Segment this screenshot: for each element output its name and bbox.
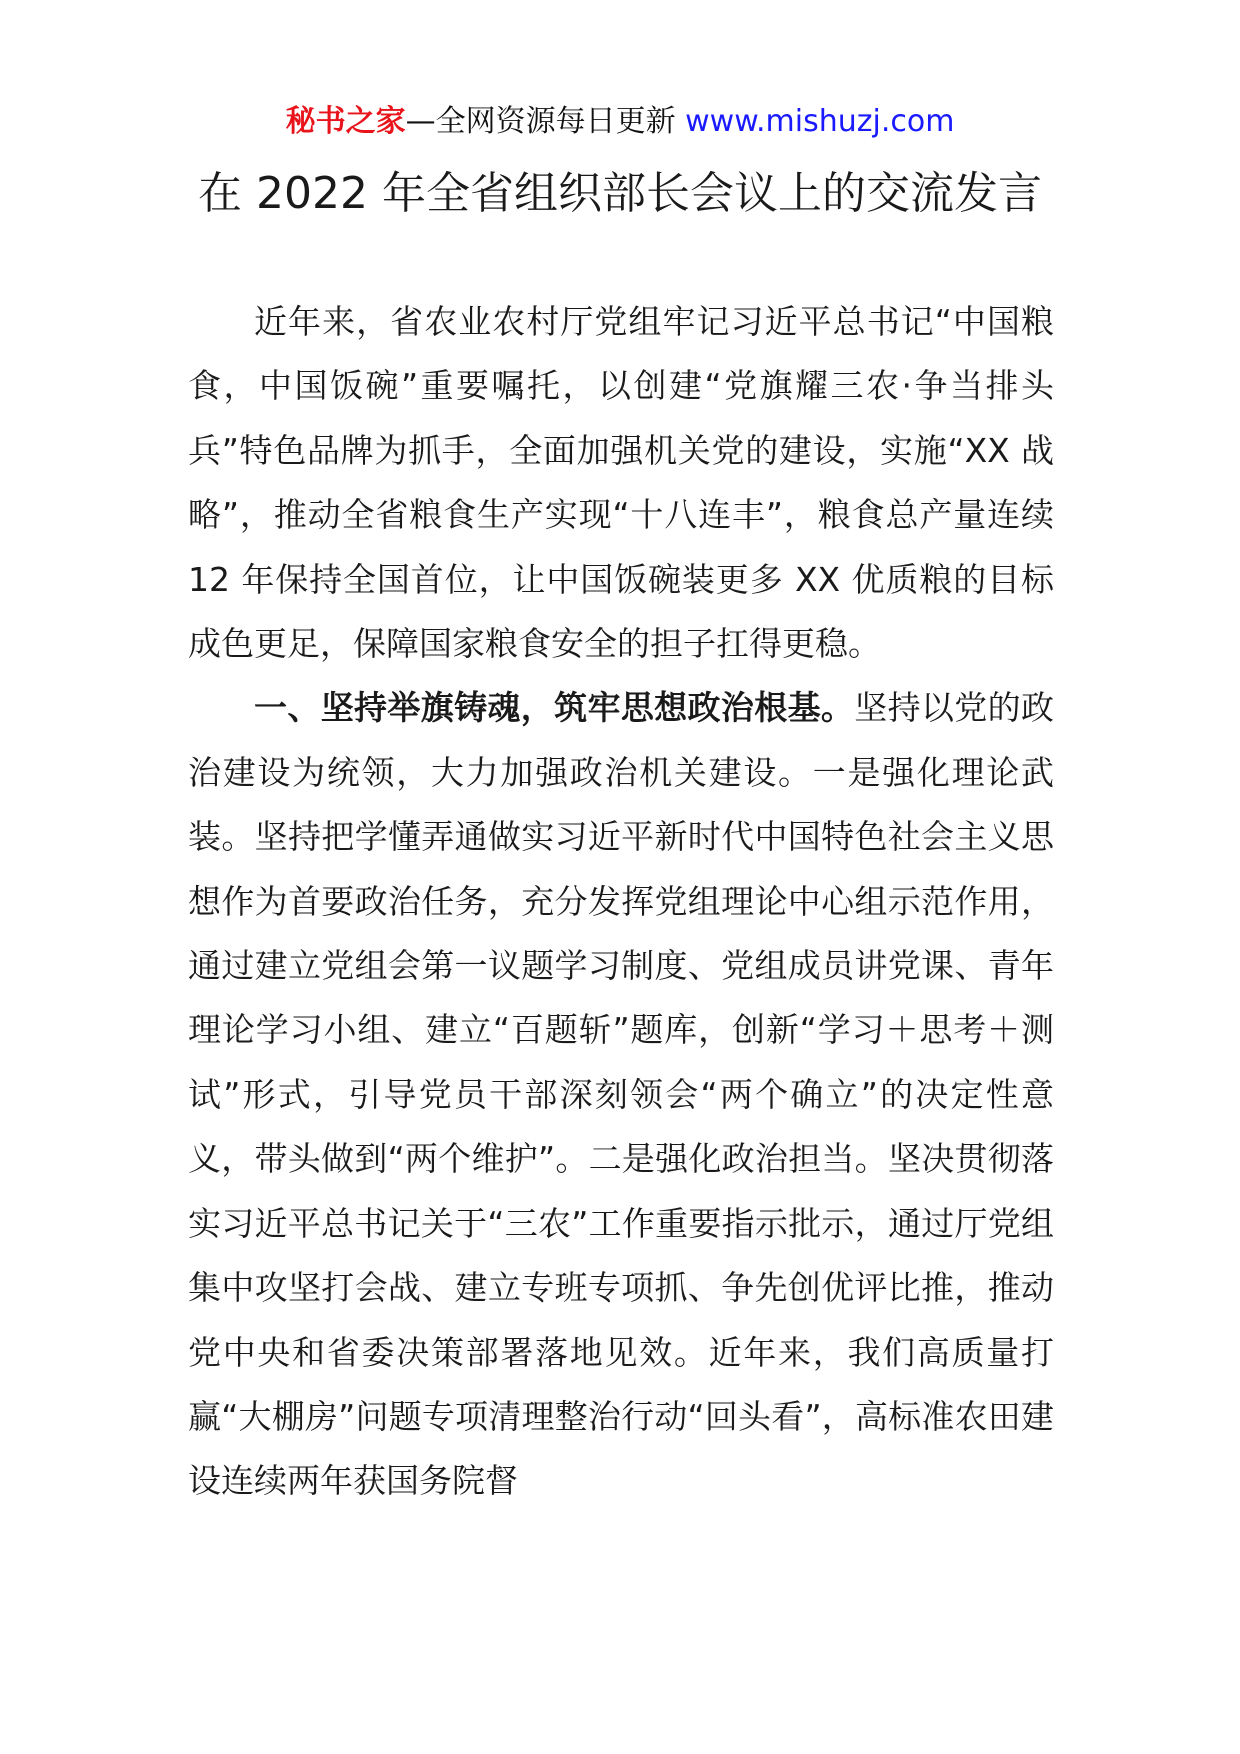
paragraph-section-one (188, 676, 1054, 1513)
site-header (0, 102, 1240, 142)
section-text: 坚持以党的政治建设为统领，大力加强政治机关建设。一是强化理论武装。坚持把学懂弄通做实习近平新时代中国特色社会主义思想作为首要政治任务，充分发挥党组理论中心组示范作用，通过建立党组会第一议题学习制度、党组成员讲党课、青年理论学习小组、建立“百题斩”题库，创新“学习＋思考＋测试”形式，引导党员干部深刻领会“两个确立”的决定性意义，带头做到“两个维护”。二是强化政治担当。坚决贯彻落实习近平总书记关于“三农”工作重要指示批示，通过厅党组集中攻坚打会战、建立专班专项抓、争先创优评比推，推动党中央和省委决策部署落地见效。近年来，我们高质量打赢“大棚房”问题专项清理整治行动“回头看”，高标准农田建设连续两年获国务院督 (188, 688, 1055, 1501)
document-title: 在 2022 年全省组织部长会议上的交流发言 (198, 168, 1042, 219)
site-url-link[interactable]: www.mishuzj.com (685, 104, 955, 139)
section-heading: 一、坚持举旗铸魂，筑牢思想政治根基。 (254, 688, 855, 728)
paragraph-intro: 近年来，省农业农村厅党组牢记习近平总书记“中国粮食，中国饭碗”重要嘱托，以创建“党旗耀三农·争当排头兵”特色品牌为抓手，全面加强机关党的建设，实施“XX 战略”，推动全省粮食生产实现“十八连丰”，粮食总产量连续 12 年保持全国首位，让中国饭碗装更多 XX 优质粮的目标成色更足，保障国家粮食安全的担子扛得更稳。 (188, 302, 1054, 664)
header-slogan: —全网资源每日更新 (405, 104, 686, 139)
brand-name: 秘书之家 (285, 104, 406, 139)
document-body (188, 290, 1054, 1514)
